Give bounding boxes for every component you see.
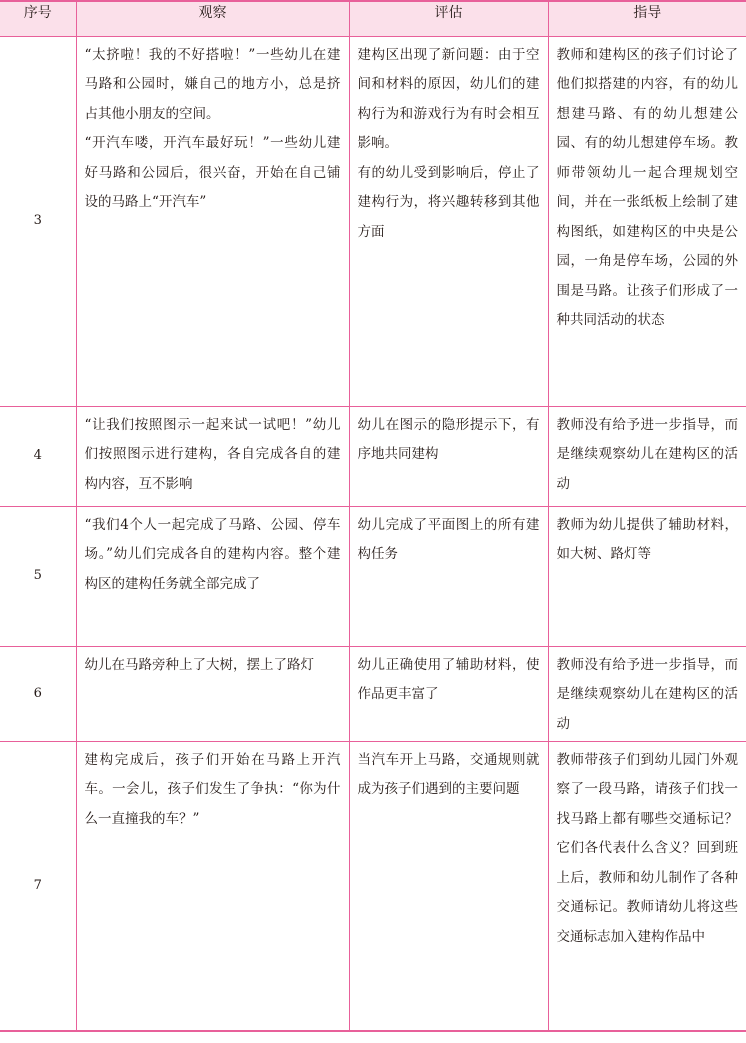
assess-paragraph: 有的幼儿受到影响后，停止了建构行为，将兴趣转移到其他方面 <box>357 164 540 240</box>
row-number: 3 <box>0 36 76 406</box>
observe-paragraph: “太挤啦！我的不好搭啦！”一些幼儿在建马路和公园时，嫌自己的地方小，总是挤占其他小朋友的空间。 <box>84 46 341 122</box>
observe-paragraph: “开汽车喽，开汽车最好玩！”一些幼儿建好马路和公园后，很兴奋，开始在自己铺设的马路上“开汽车” <box>84 135 341 210</box>
observe-cell: 幼儿在马路旁种上了大树，摆上了路灯 <box>76 646 349 741</box>
row-number: 4 <box>0 406 76 506</box>
observe-cell: “让我们按照图示一起来试一试吧！”幼儿们按照图示进行建构，各自完成各自的建构内容，互不影响 <box>76 406 349 506</box>
observe-cell <box>76 36 349 406</box>
assess-paragraph: 建构区出现了新问题：由于空间和材料的原因，幼儿们的建构行为和游戏行为有时会相互影响。 <box>357 46 540 151</box>
assess-cell <box>349 36 548 406</box>
header-observe: 观察 <box>76 1 349 36</box>
row-number: 5 <box>0 506 76 646</box>
header-number: 序号 <box>0 1 76 36</box>
assess-cell: 当汽车开上马路，交通规则就成为孩子们遇到的主要问题 <box>349 741 548 1031</box>
table-row <box>0 646 746 741</box>
row-number: 7 <box>0 741 76 1031</box>
table-row <box>0 741 746 1031</box>
header-assess: 评估 <box>349 1 548 36</box>
table-row <box>0 406 746 506</box>
header-guide: 指导 <box>548 1 746 36</box>
observe-cell: 建构完成后，孩子们开始在马路上开汽车。一会儿，孩子们发生了争执：“你为什么一直撞我的车？” <box>76 741 349 1031</box>
assess-cell: 幼儿在图示的隐形提示下，有序地共同建构 <box>349 406 548 506</box>
guide-cell: 教师和建构区的孩子们讨论了他们拟搭建的内容，有的幼儿想建马路、有的幼儿想建公园、有的幼儿想建停车场。教师带领幼儿一起合理规划空间，并在一张纸板上绘制了建构图纸，如建构区的中央是公园，一角是停车场，公园的外围是马路。让孩子们形成了一种共同活动的状态 <box>548 36 746 406</box>
guide-cell: 教师没有给予进一步指导，而是继续观察幼儿在建构区的活动 <box>548 646 746 741</box>
table-row <box>0 506 746 646</box>
assess-cell: 幼儿完成了平面图上的所有建构任务 <box>349 506 548 646</box>
table-header-row <box>0 1 746 36</box>
assess-cell: 幼儿正确使用了辅助材料，使作品更丰富了 <box>349 646 548 741</box>
guide-cell: 教师带孩子们到幼儿园门外观察了一段马路，请孩子们找一找马路上都有哪些交通标记？它们各代表什么含义？回到班上后，教师和幼儿制作了各种交通标记。教师请幼儿将这些交通标志加入建构作品中 <box>548 741 746 1031</box>
guide-cell: 教师为幼儿提供了辅助材料，如大树、路灯等 <box>548 506 746 646</box>
row-number: 6 <box>0 646 76 741</box>
table-row <box>0 36 746 406</box>
guide-cell: 教师没有给予进一步指导，而是继续观察幼儿在建构区的活动 <box>548 406 746 506</box>
observe-cell: “我们4个人一起完成了马路、公园、停车场。”幼儿们完成各自的建构内容。整个建构区的建构任务就全部完成了 <box>76 506 349 646</box>
